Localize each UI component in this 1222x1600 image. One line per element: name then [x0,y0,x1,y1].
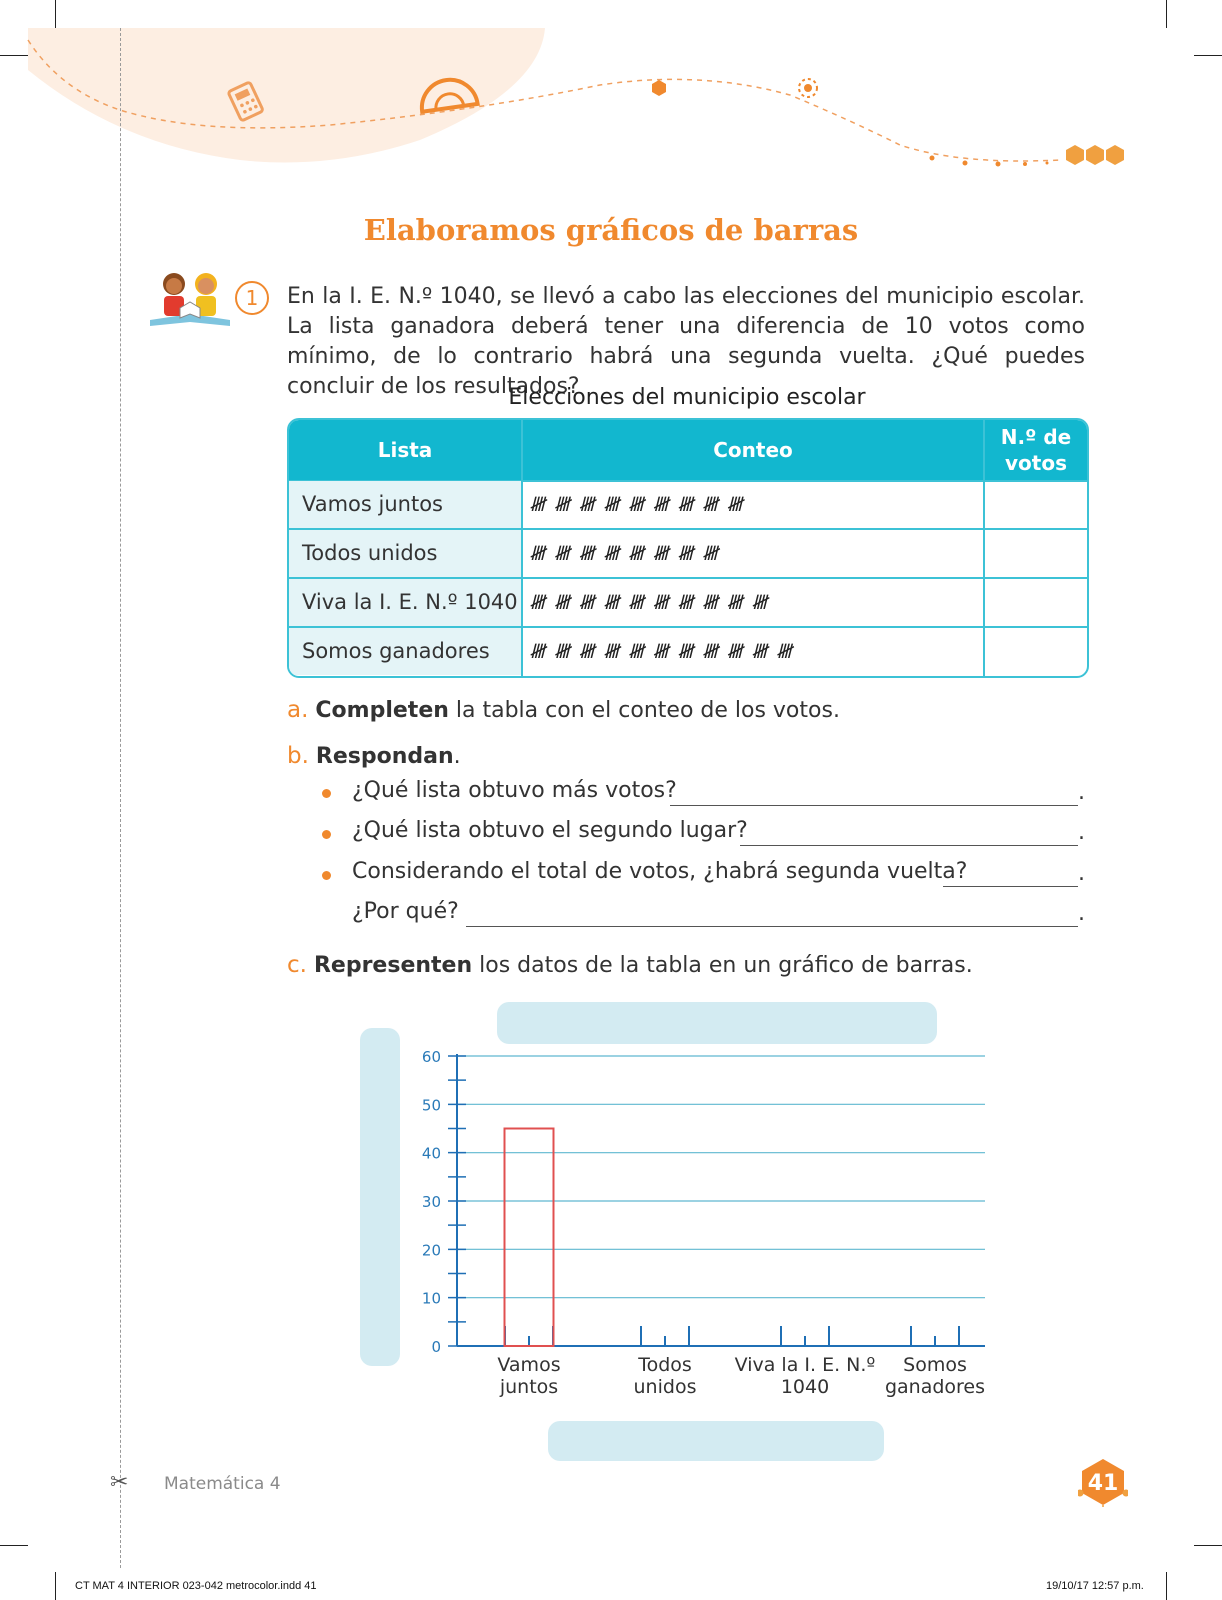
category-label: Somos [903,1354,967,1376]
tally-marks: 𝍸 𝍸 𝍸 𝍸 𝍸 𝍸 𝍸 𝍸 𝍸 [529,492,744,516]
exercise-number: 1 [235,281,269,315]
y-tick-label: 30 [421,1193,441,1211]
y-tick-label: 20 [421,1241,441,1260]
y-tick-label: 0 [431,1338,441,1356]
page-title: Elaboramos gráficos de barras [363,213,859,247]
period: . [1078,780,1085,805]
question-b-item: ¿Qué lista obtuvo el segundo lugar? [352,818,748,843]
tally-marks: 𝍸 𝍸 𝍸 𝍸 𝍸 𝍸 𝍸 𝍸 [529,541,720,565]
imprint-date: 19/10/17 12:57 p.m. [1046,1580,1144,1592]
row-label: Viva la I. E. N.º 1040 [289,579,521,626]
question-letter: b. [287,743,309,769]
category-label: Todos [638,1354,692,1376]
row-label: Todos unidos [289,530,521,577]
category-label: Vamos [497,1354,561,1376]
period: . [1078,861,1085,886]
tally-marks: 𝍸 𝍸 𝍸 𝍸 𝍸 𝍸 𝍸 𝍸 𝍸 𝍸 [529,590,769,614]
category-label: unidos [633,1376,697,1398]
category-label: 1040 [780,1376,830,1398]
header-conteo: Conteo [523,420,983,480]
question-text: . [453,744,461,769]
y-tick-label: 40 [421,1144,441,1163]
category-label: juntos [499,1376,559,1398]
row-label: Somos ganadores [289,628,521,675]
scissors-icon: ✂ [110,1470,129,1495]
period: . [1078,820,1085,845]
y-tick-label: 10 [421,1289,441,1308]
y-tick-label: 50 [421,1096,441,1115]
category-label: ganadores [884,1376,986,1398]
imprint-info: CT MAT 4 INTERIOR 023-042 metrocolor.indd 41 [75,1580,317,1592]
question-verb: Respondan [315,744,454,769]
period: . [1078,901,1085,926]
category-label: Viva la I. E. N.º [734,1354,876,1376]
page-number: 41 [1087,1471,1119,1496]
header-votos: N.º de votos [985,420,1087,480]
bar [505,1129,554,1347]
header-lista: Lista [289,420,521,480]
why-question: ¿Por qué? [352,899,459,924]
row-label: Vamos juntos [289,481,521,528]
question-b-item: Considerando el total de votos, ¿habrá segunda vuelta? [352,859,968,884]
table-caption: Elecciones del municipio escolar [508,385,866,410]
page-number-badge [1078,1457,1128,1507]
question-text: la tabla con el conteo de los votos. [448,698,840,723]
question-letter: a. [287,697,309,723]
question-letter: c. [287,952,307,978]
problem-statement: En la I. E. N.º 1040, se llevó a cabo las elecciones del municipio escolar. La lista ganadora deberá tener una diferencia de 10 votos como mínimo, de lo contrario habrá una segunda vuelta. ¿Qué puedes concluir de los resultados? [287,284,1085,399]
question-verb: Completen [315,698,449,723]
question-b-item: ¿Qué lista obtuvo más votos? [352,778,677,803]
question-verb: Representen [313,953,473,978]
question-text: los datos de la tabla en un gráfico de barras. [472,953,973,978]
book-name: Matemática 4 [164,1474,281,1494]
y-tick-label: 60 [421,1048,441,1066]
tally-marks: 𝍸 𝍸 𝍸 𝍸 𝍸 𝍸 𝍸 𝍸 𝍸 𝍸 𝍸 [529,639,794,663]
